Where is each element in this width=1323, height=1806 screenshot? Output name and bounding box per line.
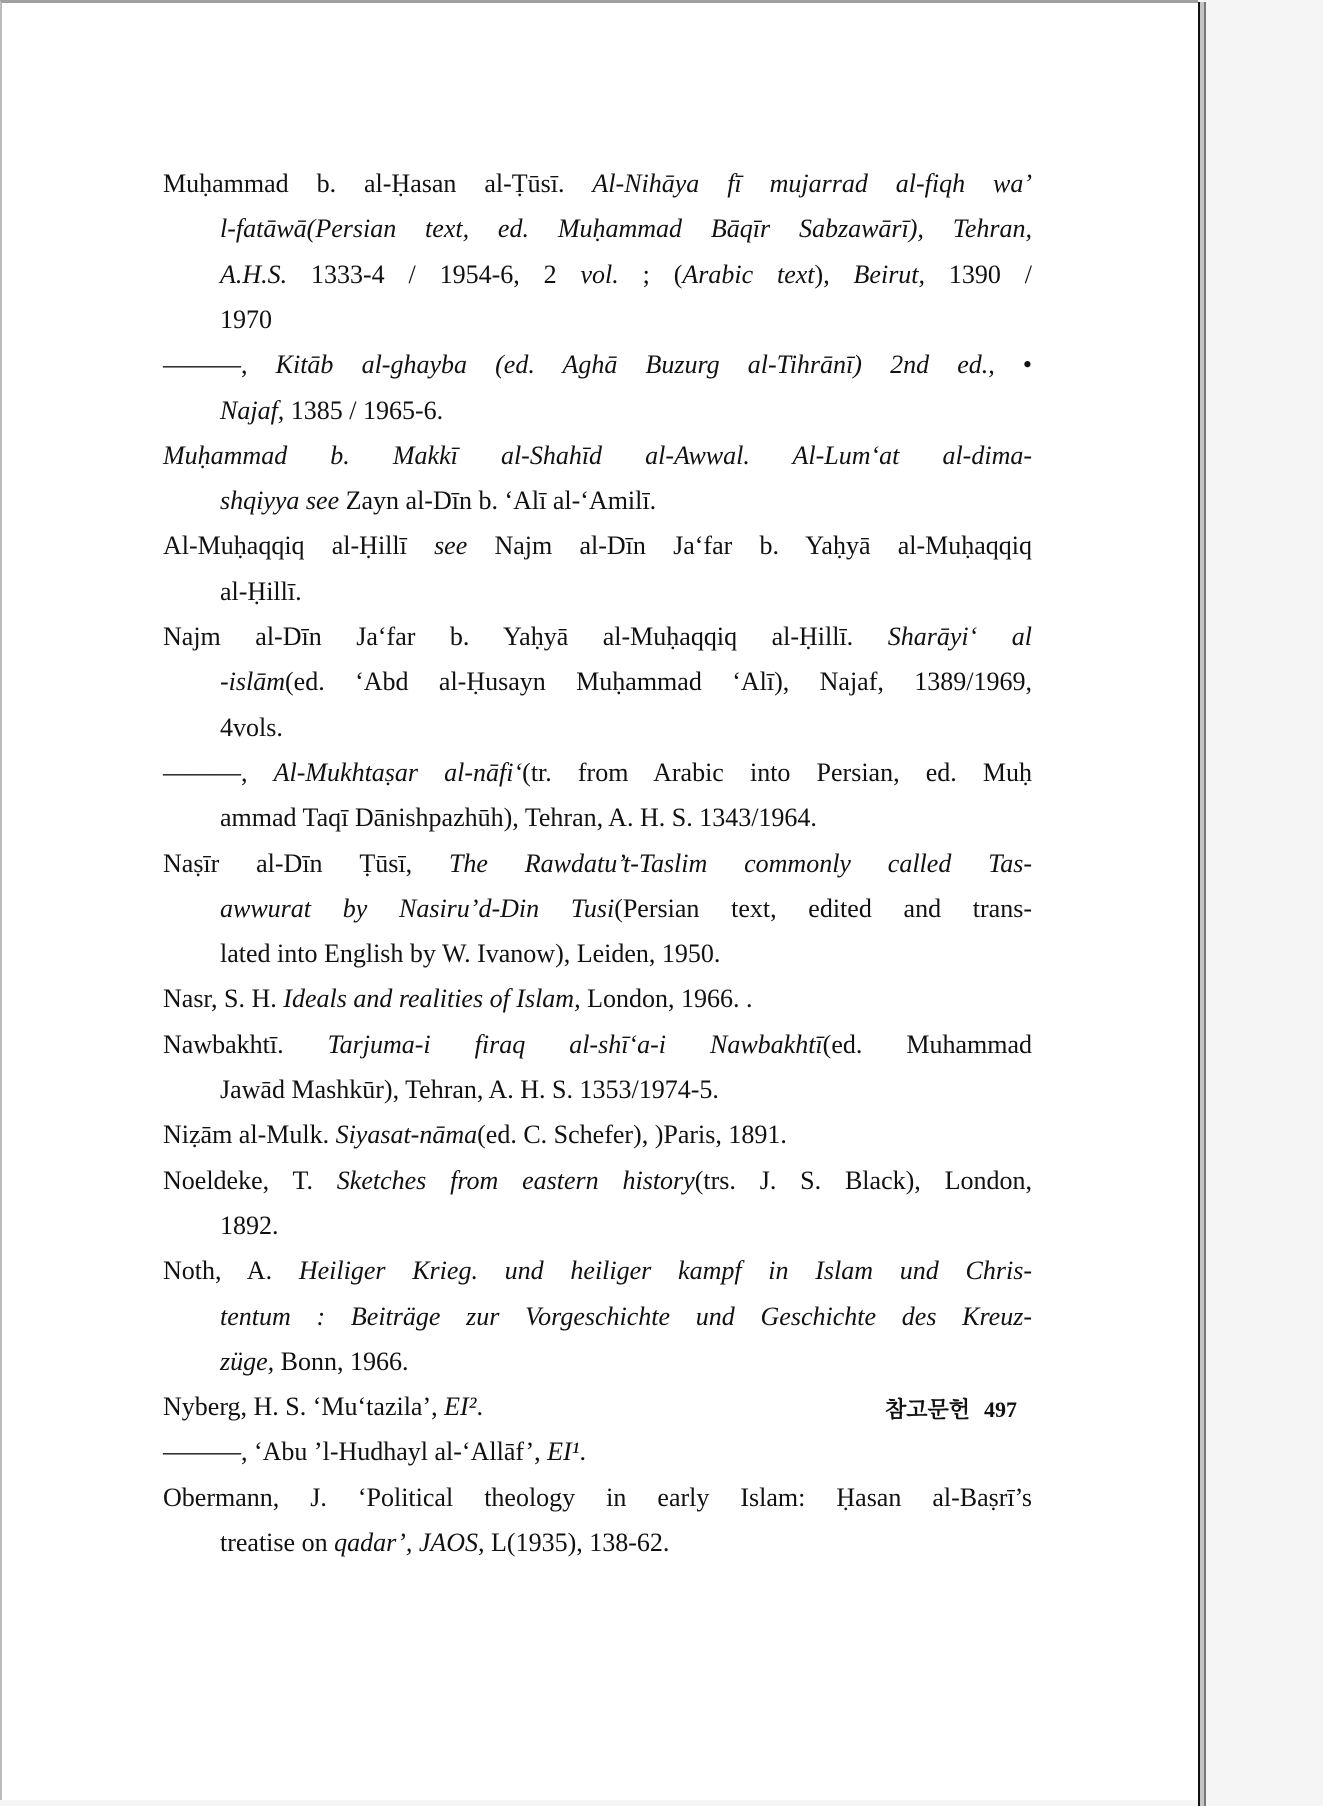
italic-text: l-fatāwā(Persian text, ed. Muḥammad Bāqīr Sabzawārī), Tehran, — [220, 214, 1032, 244]
italic-text: Siyasat-nāma — [335, 1120, 478, 1150]
text-line — [220, 576, 1032, 608]
page-edge — [1198, 2, 1206, 1806]
text-segment: ———, — [163, 757, 274, 787]
italic-text: Najaf, — [220, 395, 285, 425]
italic-text: Kitāb al-ghayba (ed. Aghā Buzurg al-Tihrānī) 2nd ed., — [275, 350, 995, 380]
text-line — [163, 440, 1032, 472]
italic-text: Arabic text — [682, 259, 815, 289]
text-line — [220, 1301, 1032, 1333]
italic-text: EI¹ — [547, 1437, 580, 1467]
text-segment: al-Ḥillī. — [220, 576, 302, 606]
text-segment: L(1935), 138-62. — [484, 1528, 670, 1557]
text-segment: (ed. Muhammad — [822, 1029, 1032, 1059]
text-line — [220, 1210, 1032, 1242]
italic-text: see — [434, 531, 468, 561]
text-segment: 4vols. — [220, 712, 283, 742]
text-segment: Zayn al-Dīn b. ‘Alī al-‘Amilī. — [345, 486, 657, 516]
text-segment: Nawbakhtī. — [163, 1029, 328, 1059]
text-segment: . — [476, 1392, 483, 1422]
text-segment: (ed. C. Schefer), )Paris, 1891. — [477, 1120, 787, 1150]
text-segment: 1390 / — [925, 259, 1032, 289]
text-segment: Noth, A. — [163, 1256, 299, 1286]
running-footer-title: 참고문헌 — [884, 1397, 970, 1422]
text-segment: ———, — [163, 350, 276, 380]
text-line — [220, 893, 1032, 925]
italic-text: shqiyya see — [220, 486, 346, 516]
text-line — [220, 259, 1032, 291]
italic-text: Al-Mukhtaṣar al-nāfi‘ — [273, 757, 523, 787]
text-segment: 1892. — [220, 1210, 279, 1240]
text-line — [163, 349, 1032, 381]
italic-text: -islām — [220, 667, 285, 697]
text-line — [220, 1074, 1032, 1106]
text-line — [163, 1029, 1032, 1061]
text-line — [220, 213, 1032, 245]
italic-text: A.H.S. — [220, 259, 288, 289]
italic-text: züge, — [220, 1346, 275, 1376]
text-line — [163, 1436, 1032, 1468]
italic-text: The Rawdatu’t-Taslim commonly called Tas- — [448, 848, 1032, 878]
text-line — [220, 395, 1032, 427]
text-segment: Niẓām al-Mulk. — [163, 1120, 336, 1150]
italic-text: EI² — [444, 1392, 477, 1422]
text-segment: Obermann, J. ‘Political theology in early Islam: Ḥasan al-Baṣrī’s — [163, 1482, 1032, 1512]
italic-text: vol. — [580, 259, 619, 289]
text-segment: 1385 / 1965-6. — [284, 395, 444, 425]
italic-text: Muḥammad b. Makkī al-Shahīd al-Awwal. Al-Lum‘at al-dima- — [163, 440, 1032, 470]
text-line — [220, 666, 1032, 698]
text-segment: Jawād Mashkūr), Tehran, A. H. S. 1353/1974-5. — [220, 1075, 719, 1104]
page-number: 497 — [984, 1397, 1017, 1422]
text-line — [220, 802, 1032, 834]
text-line — [163, 1482, 1032, 1514]
italic-text: Beirut, — [853, 259, 926, 289]
text-segment: (trs. J. S. Black), London, — [694, 1165, 1032, 1195]
text-segment: ———, ‘Abu ’l-Hudhayl al-‘Allāf’, — [163, 1437, 548, 1467]
text-segment: 1333-4 / 1954-6, 2 — [287, 259, 581, 289]
text-segment: Najm al-Dīn Ja‘far b. Yaḥyā al-Muḥaqqiq al-Ḥillī. — [163, 622, 888, 651]
text-segment: Noeldeke, T. — [163, 1165, 337, 1195]
text-segment: ; ( — [618, 259, 683, 289]
italic-text: awwurat by Nasiru’d-Din Tusi — [220, 893, 615, 923]
text-segment: ), — [814, 259, 854, 289]
text-line — [163, 621, 1032, 653]
text-segment: Al-Muḥaqqiq al-Ḥillī — [163, 531, 435, 561]
italic-text: Sketches from eastern history — [336, 1165, 695, 1195]
italic-text: Sharāyi‘ al — [887, 622, 1033, 651]
text-line — [220, 1527, 1032, 1559]
text-line — [220, 938, 1032, 970]
text-line — [220, 712, 1032, 744]
text-segment: Najm al-Dīn Ja‘far b. Yaḥyā al-Muḥaqqiq — [467, 531, 1032, 561]
text-line — [163, 1255, 1032, 1287]
text-line — [163, 1165, 1032, 1197]
text-segment: • — [994, 350, 1032, 380]
italic-text: Tarjuma-i firaq al-shī‘a-i Nawbakhtī — [327, 1029, 823, 1059]
text-segment: Muḥammad b. al-Ḥasan al-Ṭūsī. — [163, 169, 593, 198]
text-segment: (ed. ‘Abd al-Ḥusayn Muḥammad ‘Alī), Najaf, 1389/1969, — [285, 667, 1032, 697]
text-line — [163, 530, 1032, 562]
text-segment: Nasr, S. H. — [163, 984, 284, 1014]
italic-text: Ideals and realities of Islam, — [283, 984, 581, 1014]
text-line — [220, 1346, 1032, 1378]
text-segment: treatise on — [220, 1528, 335, 1557]
text-line — [220, 485, 1032, 517]
text-segment: ammad Taqī Dānishpazhūh), Tehran, A. H. S. 1343/1964. — [220, 803, 817, 833]
text-segment: (tr. from Arabic into Persian, ed. Muḥ — [522, 757, 1032, 787]
italic-text: Heiliger Krieg. und heiliger kampf in Islam und Chris- — [298, 1256, 1032, 1286]
text-line — [163, 1119, 1032, 1151]
text-segment: lated into English by W. Ivanow), Leiden, 1950. — [220, 939, 721, 969]
page-footer — [822, 1393, 1017, 1424]
text-segment: Bonn, 1966. — [274, 1346, 409, 1376]
text-line — [163, 168, 1032, 200]
text-segment: . — [579, 1437, 586, 1467]
text-segment: Nyberg, H. S. ‘Mu‘tazila’, — [163, 1392, 445, 1422]
text-line — [163, 848, 1032, 880]
italic-text: qadar’, JAOS, — [334, 1528, 485, 1557]
italic-text: Al-Nihāya fī mujarrad al-fiqh wa’ — [592, 169, 1032, 198]
text-line — [163, 757, 1032, 789]
text-segment: 1970 — [220, 304, 272, 334]
text-line — [220, 304, 1032, 336]
italic-text: tentum : Beiträge zur Vorgeschichte und Geschichte des Kreuz- — [220, 1301, 1032, 1331]
text-segment: Naṣīr al-Dīn Ṭūsī, — [163, 848, 449, 878]
text-line — [163, 983, 1032, 1015]
text-segment: (Persian text, edited and trans- — [614, 893, 1032, 923]
text-segment: London, 1966. . — [580, 984, 753, 1014]
